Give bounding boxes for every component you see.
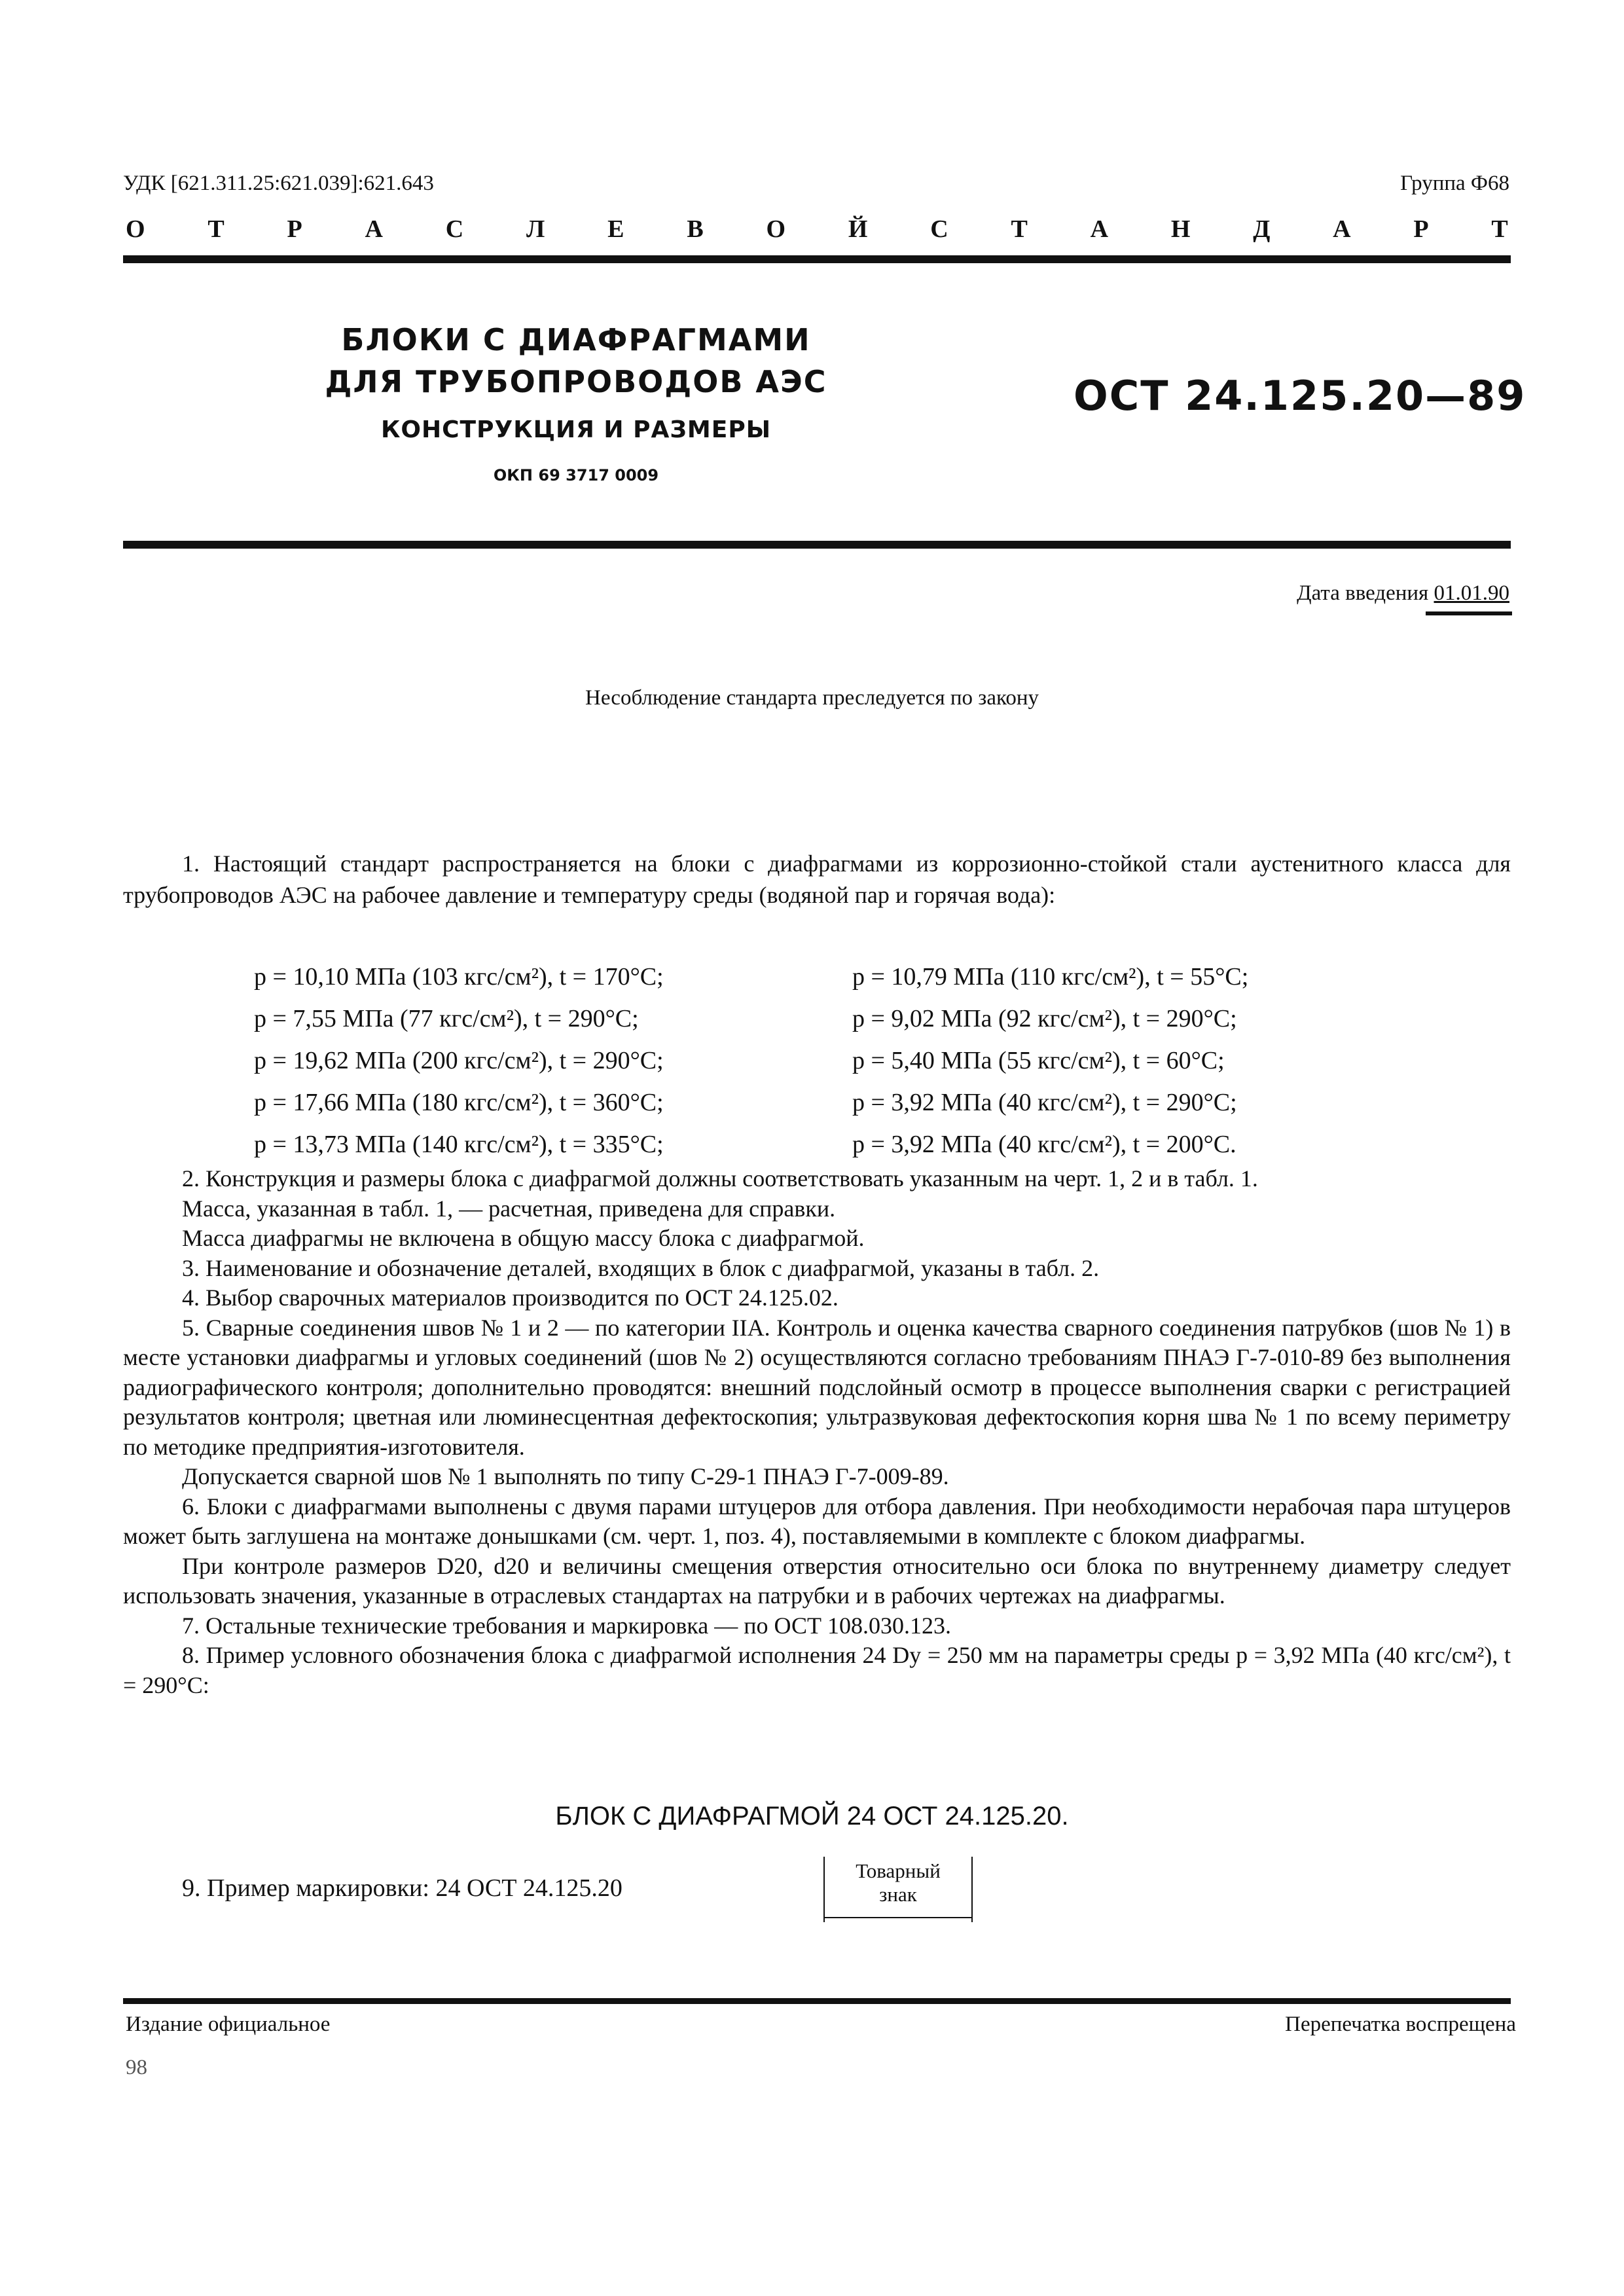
group-code: Группа Ф68 bbox=[1400, 172, 1509, 195]
clause-4: 4. Выбор сварочных материалов производится по ОСТ 24.125.02. bbox=[182, 1285, 839, 1311]
banner-letter: Н bbox=[1170, 215, 1191, 243]
clause-6-note: При контроле размеров D20, d20 и величины смещения отверстия относительно оси блока по внутреннему диаметру следует использовать значения, указанные в отраслевых стандартах на патрубки и в рабочих чертежах на диафрагмы. bbox=[123, 1552, 1511, 1609]
clause-5-note: Допускается сварной шов № 1 выполнять по типу С-29-1 ПНАЭ Г-7-009-89. bbox=[182, 1463, 949, 1489]
banner-letter: А bbox=[365, 215, 383, 243]
okp-code: ОКП 69 3717 0009 bbox=[493, 466, 659, 484]
designation-example: БЛОК С ДИАФРАГМОЙ 24 ОСТ 24.125.20. bbox=[555, 1802, 1069, 1831]
title-line-2: ДЛЯ ТРУБОПРОВОДОВ АЭС bbox=[325, 364, 827, 399]
parameters-right bbox=[852, 956, 1248, 1165]
banner-letter: Р bbox=[1413, 215, 1429, 243]
banner-letter: С bbox=[445, 215, 464, 243]
clause-7: 7. Остальные технические требования и маркировка — по ОСТ 108.030.123. bbox=[182, 1612, 951, 1639]
trademark-box bbox=[823, 1857, 973, 1922]
banner-letter: С bbox=[930, 215, 948, 243]
parameter-line: p = 10,79 МПа (110 кгс/см²), t = 55°C; bbox=[852, 963, 1249, 991]
banner-letter: Т bbox=[208, 215, 225, 243]
parameter-line: p = 7,55 МПа (77 кгс/см²), t = 290°C; bbox=[254, 1005, 639, 1032]
page-number: 98 bbox=[126, 2056, 147, 2079]
banner-letter: А bbox=[1090, 215, 1109, 243]
trademark-line-2: знак bbox=[879, 1883, 917, 1906]
banner-letter: В bbox=[687, 215, 704, 243]
trademark-underline bbox=[823, 1917, 973, 1918]
parameters-left bbox=[254, 956, 664, 1165]
clause-2-note-mass: Масса, указанная в табл. 1, — расчетная, приведена для справки. bbox=[182, 1195, 836, 1222]
clause-2-note-diaphragm: Масса диафрагмы не включена в общую массу блока с диафрагмой. bbox=[182, 1225, 865, 1251]
clause-9: 9. Пример маркировки: 24 ОСТ 24.125.20 bbox=[182, 1874, 623, 1902]
parameter-line: p = 19,62 МПа (200 кгс/см²), t = 290°C; bbox=[254, 1047, 664, 1074]
clause-2: 2. Конструкция и размеры блока с диафрагмой должны соответствовать указанным на черт. 1, 2 и в табл. 1. bbox=[182, 1165, 1258, 1192]
udk-code: УДК [621.311.25:621.039]:621.643 bbox=[123, 172, 434, 195]
banner-letter: Т bbox=[1491, 215, 1508, 243]
banner-letter: Л bbox=[526, 215, 545, 243]
parameter-line: p = 17,66 МПа (180 кгс/см²), t = 360°C; bbox=[254, 1089, 664, 1116]
parameter-line: p = 9,02 МПа (92 кгс/см²), t = 290°C; bbox=[852, 1005, 1237, 1032]
banner-letter: О bbox=[766, 215, 786, 243]
standard-number: ОСТ 24.125.20—89 bbox=[1074, 372, 1526, 420]
date-underline bbox=[1426, 611, 1512, 615]
reprint-prohibited: Перепечатка воспрещена bbox=[1285, 2013, 1516, 2036]
banner-letter: О bbox=[126, 215, 145, 243]
title-line-1: БЛОКИ С ДИАФРАГМАМИ bbox=[341, 322, 811, 357]
law-notice: Несоблюдение стандарта преследуется по закону bbox=[585, 686, 1039, 710]
clause-8: 8. Пример условного обозначения блока с диафрагмой исполнения 24 Dу = 250 мм на параметры среды p = 3,92 МПа (40 кгс/см²), t = 290°C: bbox=[123, 1642, 1511, 1698]
banner-letter: Т bbox=[1011, 215, 1028, 243]
banner-letter: А bbox=[1333, 215, 1351, 243]
parameter-line: p = 3,92 МПа (40 кгс/см²), t = 200°C. bbox=[852, 1131, 1236, 1158]
title-rule bbox=[123, 541, 1511, 549]
clause-1: 1. Настоящий стандарт распространяется на блоки с диафрагмами из коррозионно-стойкой стали аустенитного класса для трубопроводов АЭС на рабочее давление и температуру среды (водяной пар и горячая вода): bbox=[123, 850, 1511, 908]
banner-letter: Д bbox=[1253, 215, 1271, 243]
banner-letter: Р bbox=[287, 215, 302, 243]
introduction-date-value: 01.01.90 bbox=[1434, 581, 1509, 605]
banner-letter: Е bbox=[607, 215, 624, 243]
clause-5: 5. Сварные соединения швов № 1 и 2 — по категории IIА. Контроль и оценка качества сварного соединения патрубков (шов № 1) в месте установки диафрагмы и угловых соединений (шов № 2) осуществляются согласно требованиям ПНАЭ Г-7-010-89 без выполнения радиографического контроля; дополнительно проводятся: внешний подслойный осмотр в процессе выполнения сварки с регистрацией результатов контроля; цветная или люминесцентная дефектоскопия; ультразвуковая дефектоскопия корня шва № 1 по всему периметру по методике предприятия-изготовителя. bbox=[123, 1314, 1511, 1460]
introduction-date bbox=[1297, 581, 1509, 606]
parameter-line: p = 3,92 МПа (40 кгс/см²), t = 290°C; bbox=[852, 1089, 1237, 1116]
parameter-line: p = 10,10 МПа (103 кгс/см²), t = 170°C; bbox=[254, 963, 664, 991]
parameter-line: p = 13,73 МПа (140 кгс/см²), t = 335°C; bbox=[254, 1131, 664, 1158]
clauses-block bbox=[123, 1164, 1511, 1700]
standard-banner bbox=[126, 215, 1508, 244]
clause-1-block bbox=[123, 848, 1511, 911]
official-edition: Издание официальное bbox=[126, 2013, 331, 2036]
trademark-line-1: Товарный bbox=[856, 1859, 941, 1882]
parameter-line: p = 5,40 МПа (55 кгс/см²), t = 60°C; bbox=[852, 1047, 1225, 1074]
header-rule bbox=[123, 255, 1511, 263]
clause-3: 3. Наименование и обозначение деталей, входящих в блок с диафрагмой, указаны в табл. 2. bbox=[182, 1254, 1100, 1281]
introduction-date-label: Дата введения bbox=[1297, 581, 1429, 605]
banner-letter: Й bbox=[848, 215, 868, 243]
footer-rule bbox=[123, 1998, 1511, 2004]
title-subtitle: КОНСТРУКЦИЯ И РАЗМЕРЫ bbox=[380, 416, 772, 443]
clause-6: 6. Блоки с диафрагмами выполнены с двумя парами штуцеров для отбора давления. При необходимости нерабочая пара штуцеров может быть заглушена на монтаже донышками (см. черт. 1, поз. 4), поставляемыми в комплекте с блоком диафрагмы. bbox=[123, 1493, 1511, 1549]
